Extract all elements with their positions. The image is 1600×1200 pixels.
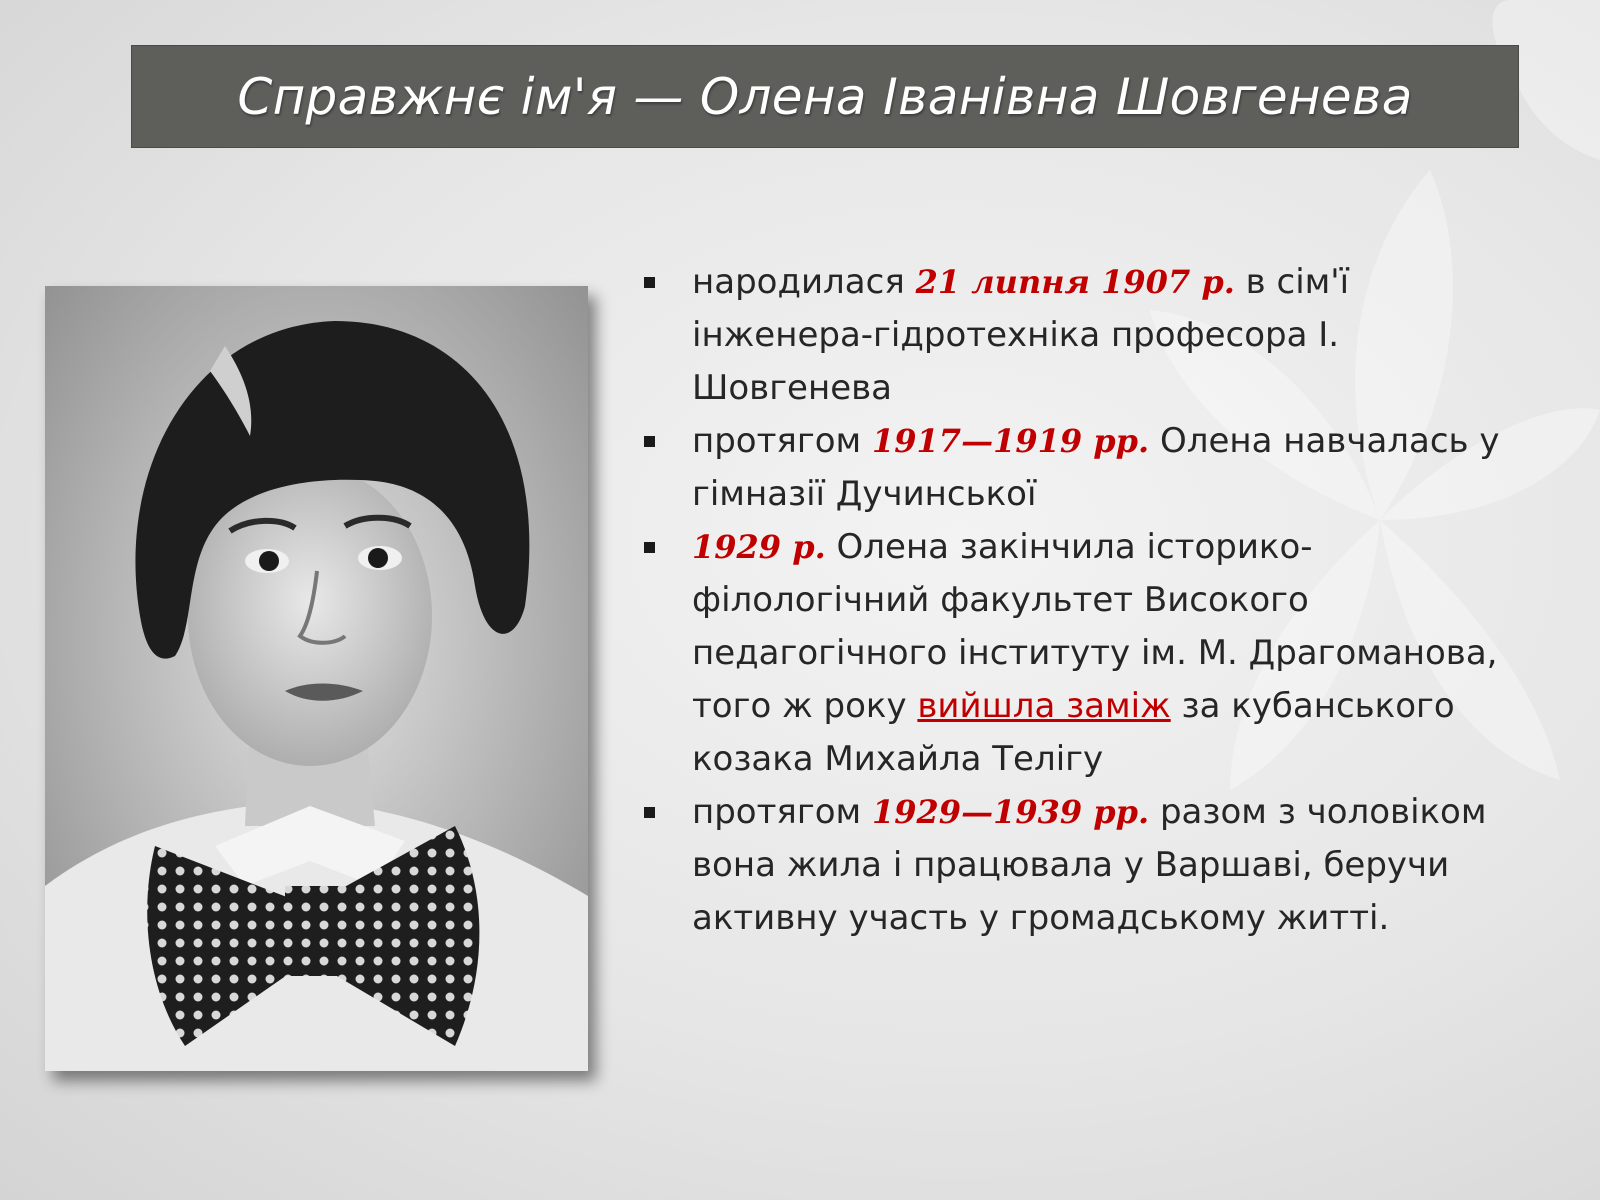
highlight-date: 1917—1919 рр. — [872, 422, 1150, 460]
bullet-text: протягом — [692, 792, 872, 832]
bullet-text: разом з чоловіком вона жила і працювала у Варшаві, беручи активну участь у громадському житті. — [692, 792, 1487, 938]
bullet-text: народилася — [692, 262, 916, 302]
bullet-item — [640, 256, 1510, 415]
square-bullet-icon — [644, 277, 655, 288]
title-bar — [131, 45, 1519, 148]
bullet-item — [640, 415, 1510, 521]
highlight-date: 1929 р. — [692, 528, 826, 566]
bullet-text: за кубанського козака Михайла Телігу — [692, 686, 1455, 779]
bullet-item — [640, 786, 1510, 945]
highlight-date: 1929—1939 рр. — [872, 793, 1150, 831]
highlight-date: 21 липня 1907 р. — [915, 263, 1235, 301]
portrait-photo — [45, 286, 588, 1071]
bullet-text: протягом — [692, 421, 872, 461]
slide-title: Справжнє ім'я — Олена Іванівна Шовгенева — [237, 67, 1413, 126]
square-bullet-icon — [644, 436, 655, 447]
married-link[interactable]: вийшла заміж — [917, 686, 1171, 726]
bullet-text: в сім'ї інженера-гідротехніка професора І. Шовгенева — [692, 262, 1350, 408]
square-bullet-icon — [644, 542, 655, 553]
square-bullet-icon — [644, 807, 655, 818]
portrait-photo-icon — [45, 286, 588, 1071]
bullet-list — [640, 256, 1510, 945]
bullet-item — [640, 521, 1510, 786]
bullet-text: Олена закінчила історико-філологічний факультет Високого педагогічного інституту ім. М. Драгоманова, того ж року — [692, 527, 1498, 726]
bullet-text: Олена навчалась у гімназії Дучинської — [692, 421, 1500, 514]
